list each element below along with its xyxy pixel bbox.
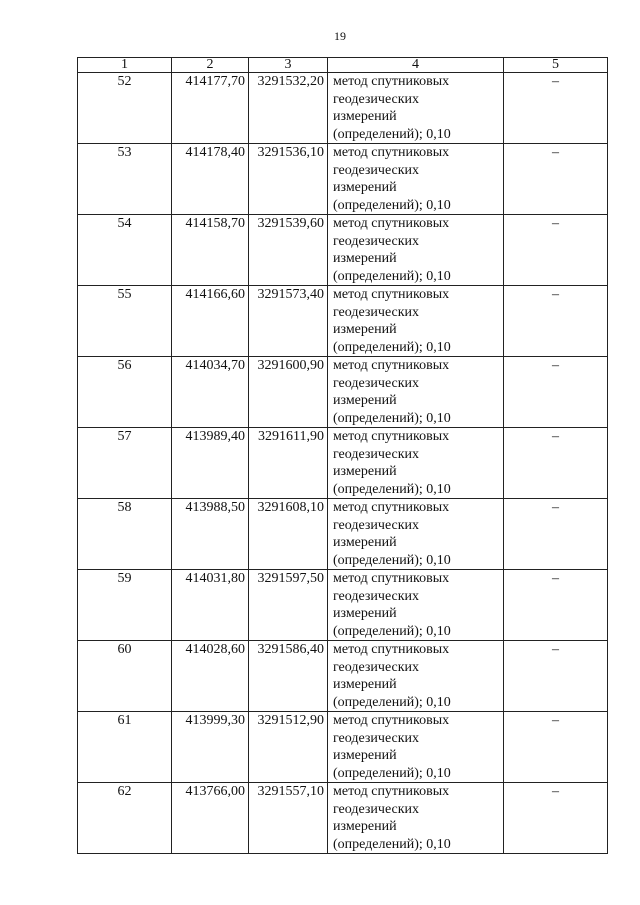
method-description — [328, 783, 504, 854]
table-body — [78, 73, 608, 854]
method-line: метод спутниковых — [333, 500, 450, 515]
table-row — [78, 428, 608, 499]
method-line: измерений — [333, 393, 397, 408]
coordinate-x: 414178,40 — [172, 144, 249, 215]
method-line: геодезических — [333, 304, 420, 320]
method-line: геодезических — [333, 659, 420, 675]
table-row — [78, 357, 608, 428]
method-description — [328, 712, 504, 783]
note-dash: – — [504, 357, 608, 428]
coordinate-y: 3291600,90 — [249, 357, 328, 428]
method-description — [328, 357, 504, 428]
method-line: геодезических — [333, 375, 420, 391]
method-line: метод спутниковых — [333, 145, 450, 160]
table-row — [78, 783, 608, 854]
note-dash: – — [504, 286, 608, 357]
coordinate-y: 3291539,60 — [249, 215, 328, 286]
method-line: метод спутниковых — [333, 358, 450, 373]
coordinate-x: 413766,00 — [172, 783, 249, 854]
header-col-3: 3 — [249, 58, 328, 73]
point-number: 55 — [78, 286, 172, 357]
method-description — [328, 641, 504, 712]
method-description — [328, 73, 504, 144]
point-number: 54 — [78, 215, 172, 286]
note-dash: – — [504, 712, 608, 783]
method-line: (определений); 0,10 — [333, 552, 451, 568]
method-line: метод спутниковых — [333, 642, 450, 657]
table-row — [78, 712, 608, 783]
method-line: метод спутниковых — [333, 287, 450, 302]
coordinate-x: 413989,40 — [172, 428, 249, 499]
coordinate-y: 3291512,90 — [249, 712, 328, 783]
method-line: измерений — [333, 180, 397, 195]
header-row — [78, 58, 608, 73]
method-line: (определений); 0,10 — [333, 481, 451, 497]
note-dash: – — [504, 428, 608, 499]
point-number: 53 — [78, 144, 172, 215]
method-line: измерений — [333, 606, 397, 621]
method-line: метод спутниковых — [333, 571, 450, 586]
header-col-5: 5 — [504, 58, 608, 73]
method-line: измерений — [333, 322, 397, 337]
coordinate-y: 3291586,40 — [249, 641, 328, 712]
method-description — [328, 499, 504, 570]
note-dash: – — [504, 144, 608, 215]
method-line: измерений — [333, 677, 397, 692]
method-line: геодезических — [333, 517, 420, 533]
method-line: измерений — [333, 109, 397, 124]
table-row — [78, 73, 608, 144]
coordinate-x: 414166,60 — [172, 286, 249, 357]
point-number: 57 — [78, 428, 172, 499]
header-col-4: 4 — [328, 58, 504, 73]
method-line: (определений); 0,10 — [333, 765, 451, 781]
coordinate-y: 3291611,90 — [249, 428, 328, 499]
method-line: метод спутниковых — [333, 713, 450, 728]
method-line: метод спутниковых — [333, 784, 450, 799]
point-number: 62 — [78, 783, 172, 854]
header-col-2: 2 — [172, 58, 249, 73]
coordinate-x: 414177,70 — [172, 73, 249, 144]
method-line: геодезических — [333, 730, 420, 746]
method-line: измерений — [333, 535, 397, 550]
method-line: геодезических — [333, 588, 420, 604]
method-line: метод спутниковых — [333, 429, 450, 444]
method-line: геодезических — [333, 91, 420, 107]
note-dash: – — [504, 783, 608, 854]
coordinate-x: 413999,30 — [172, 712, 249, 783]
method-line: (определений); 0,10 — [333, 623, 451, 639]
method-line: геодезических — [333, 446, 420, 462]
method-description — [328, 286, 504, 357]
coordinates-table — [77, 57, 608, 854]
coordinate-y: 3291597,50 — [249, 570, 328, 641]
point-number: 61 — [78, 712, 172, 783]
table-row — [78, 641, 608, 712]
point-number: 52 — [78, 73, 172, 144]
coordinate-y: 3291608,10 — [249, 499, 328, 570]
coordinate-x: 413988,50 — [172, 499, 249, 570]
coordinate-y: 3291532,20 — [249, 73, 328, 144]
method-description — [328, 215, 504, 286]
note-dash: – — [504, 73, 608, 144]
method-line: (определений); 0,10 — [333, 410, 451, 426]
coordinate-y: 3291536,10 — [249, 144, 328, 215]
table-row — [78, 286, 608, 357]
coordinate-y: 3291557,10 — [249, 783, 328, 854]
coordinate-y: 3291573,40 — [249, 286, 328, 357]
coordinate-x: 414031,80 — [172, 570, 249, 641]
point-number: 56 — [78, 357, 172, 428]
method-line: измерений — [333, 819, 397, 834]
coordinate-x: 414034,70 — [172, 357, 249, 428]
coordinate-x: 414028,60 — [172, 641, 249, 712]
note-dash: – — [504, 641, 608, 712]
point-number: 59 — [78, 570, 172, 641]
method-line: измерений — [333, 251, 397, 266]
method-description — [328, 144, 504, 215]
method-line: (определений); 0,10 — [333, 339, 451, 355]
method-line: (определений); 0,10 — [333, 197, 451, 213]
header-col-1: 1 — [78, 58, 172, 73]
method-line: измерений — [333, 748, 397, 763]
method-line: измерений — [333, 464, 397, 479]
method-line: (определений); 0,10 — [333, 268, 451, 284]
point-number: 58 — [78, 499, 172, 570]
page-number: 19 — [334, 29, 346, 43]
note-dash: – — [504, 499, 608, 570]
method-line: геодезических — [333, 801, 420, 817]
method-line: метод спутниковых — [333, 216, 450, 231]
note-dash: – — [504, 215, 608, 286]
table-header — [78, 58, 608, 73]
table-row — [78, 144, 608, 215]
coordinate-x: 414158,70 — [172, 215, 249, 286]
method-line: геодезических — [333, 233, 420, 249]
method-line: (определений); 0,10 — [333, 694, 451, 710]
point-number: 60 — [78, 641, 172, 712]
method-line: (определений); 0,10 — [333, 126, 451, 142]
table-row — [78, 499, 608, 570]
note-dash: – — [504, 570, 608, 641]
table-row — [78, 215, 608, 286]
method-description — [328, 428, 504, 499]
table-row — [78, 570, 608, 641]
method-line: (определений); 0,10 — [333, 836, 451, 852]
method-line: геодезических — [333, 162, 420, 178]
method-description — [328, 570, 504, 641]
method-line: метод спутниковых — [333, 74, 450, 89]
